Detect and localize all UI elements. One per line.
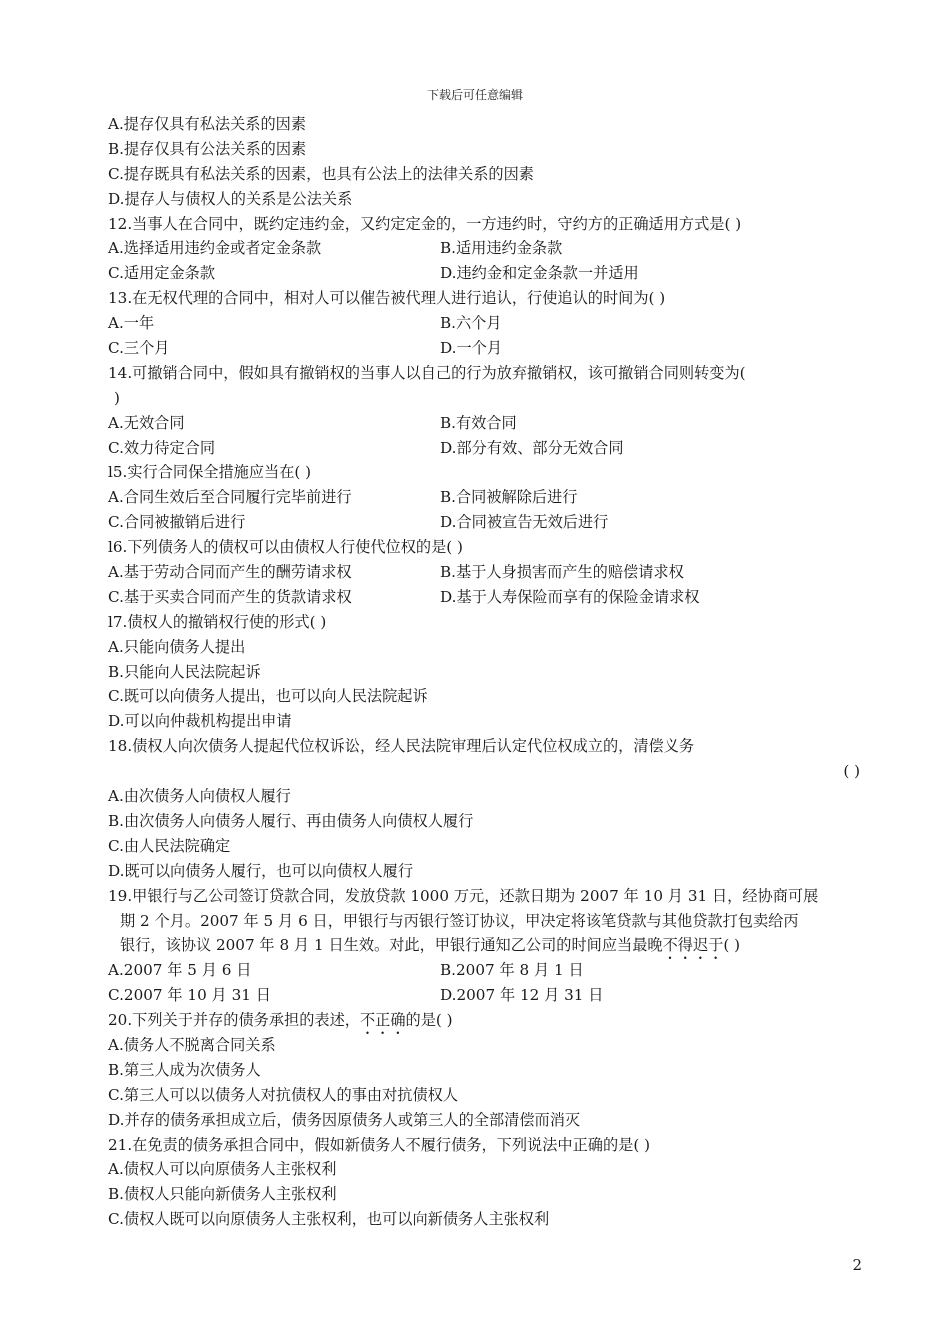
question-19-stem-line-2: 期 2 个月。2007 年 5 月 6 日，甲银行与丙银行签订协议，甲决定将该笔贷款与其他贷款打包卖给丙 [120,911,799,930]
question-12-options-row-1 [108,236,862,261]
question-15-options-row-1 [108,485,862,510]
question-20-stem-text: 20.下列关于并存的债务承担的表述， [108,1011,360,1030]
question-19-answer-paren: ( ) [723,936,741,955]
question-20-stem [108,1008,862,1033]
option-b: B.适用违约金条款 [440,239,563,258]
option-a: A.债权人可以向原债务人主张权利 [108,1160,337,1179]
question-18-stem: 18.债权人向次债务人提起代位权诉讼，经人民法院审理后认定代位权成立的，清偿义务 [108,737,695,756]
option-a: A.基于劳动合同而产生的酬劳请求权 [108,563,352,582]
option-b: B.只能向人民法院起诉 [108,662,261,681]
option-b: B.债权人只能向新债务人主张权利 [108,1185,337,1204]
option-b: B.基于人身损害而产生的赔偿请求权 [440,563,684,582]
option-b: B.2007 年 8 月 1 日 [440,961,584,980]
option-c: C.2007 年 10 月 31 日 [108,986,271,1005]
question-13-options-row-2 [108,336,862,361]
option-a: A.无效合同 [108,413,185,432]
option-a: A.选择适用违约金或者定金条款 [108,239,322,258]
option-c: C.三个月 [108,339,170,358]
question-19-options-row-1 [108,958,862,983]
option-b: B.合同被解除后进行 [440,488,578,507]
option-d: D.部分有效、部分无效合同 [440,438,624,457]
option-a: A.合同生效后至合同履行完毕前进行 [108,488,352,507]
document-body [108,112,862,1232]
question-19-emphasis: 不得迟于 [662,936,724,955]
question-14-stem: 14.可撤销合同中，假如具有撤销权的当事人以自己的行为放弃撤销权，该可撤销合同则转变为( [108,363,746,382]
option-c: C.既可以向债务人提出，也可以向人民法院起诉 [108,687,428,706]
question-12-options-row-2 [108,261,862,286]
question-15-stem: l5.实行合同保全措施应当在( ) [108,463,312,482]
question-13-options-row-1 [108,311,862,336]
question-15-options-row-2 [108,510,862,535]
question-14-stem-continuation: ) [114,388,120,407]
question-18-answer-paren: ( ) [843,762,860,781]
option-b: B.第三人成为次债务人 [108,1060,261,1079]
option-d: D.一个月 [440,339,503,358]
option-d: D.并存的债务承担成立后，债务因原债务人或第三人的全部清偿而消灭 [108,1110,581,1129]
option-d: D.可以向仲裁机构提出申请 [108,712,292,731]
question-20-stem-tail: 的是( ) [405,1011,453,1030]
option-b: B.有效合同 [440,413,517,432]
question-19-stem-line-3 [108,933,862,958]
option-c: C.效力待定合同 [108,438,216,457]
option-d: D.提存人与债权人的关系是公法关系 [108,189,353,208]
page-header: 下载后可任意编辑 [426,88,523,102]
question-16-stem: l6.下列债务人的债权可以由债权人行使代位权的是( ) [108,538,463,557]
option-a: A.一年 [108,314,155,333]
option-c: C.提存既具有私法关系的因素，也具有公法上的法律关系的因素 [108,164,534,183]
question-14-options-row-2 [108,436,862,461]
option-c: C.基于买卖合同而产生的货款请求权 [108,587,352,606]
option-c: C.适用定金条款 [108,264,216,283]
option-c: C.第三人可以以债务人对抗债权人的事由对抗债权人 [108,1085,459,1104]
option-a: A.2007 年 5 月 6 日 [108,961,252,980]
question-16-options-row-1 [108,560,862,585]
question-19-options-row-2 [108,983,862,1008]
option-c: C.由人民法院确定 [108,836,231,855]
question-21-stem: 21.在免责的债务承担合同中，假如新债务人不履行债务，下列说法中正确的是( ) [108,1135,651,1154]
question-13-stem: 13.在无权代理的合同中，相对人可以催告被代理人进行追认，行使追认的时间为( ) [108,289,666,308]
question-16-options-row-2 [108,585,862,610]
question-20-emphasis: 不正确 [359,1011,406,1030]
option-b: B.提存仅具有公法关系的因素 [108,139,307,158]
question-19-stem-line-1: 19.甲银行与乙公司签订贷款合同，发放贷款 1000 万元，还款日期为 2007 年 10 月 31 日，经协商可展 [108,886,819,905]
option-a: A.只能向债务人提出 [108,637,246,656]
option-d: D.违约金和定金条款一并适用 [440,264,639,283]
option-b: B.六个月 [440,314,502,333]
option-a: A.提存仅具有私法关系的因素 [108,115,307,133]
option-d: D.2007 年 12 月 31 日 [440,986,604,1005]
option-c: C.合同被撤销后进行 [108,513,246,532]
option-a: A.由次债务人向债权人履行 [108,787,291,806]
option-b: B.由次债务人向债务人履行、再由债务人向债权人履行 [108,811,474,830]
question-17-stem: l7.债权人的撤销权行使的形式( ) [108,612,327,631]
question-19-stem-text: 银行，该协议 2007 年 8 月 1 日生效。对此，甲银行通知乙公司的时间应当最晚 [120,936,663,955]
question-14-options-row-1 [108,411,862,436]
option-d: D.基于人寿保险而享有的保险金请求权 [440,587,700,606]
page-number: 2 [852,1256,862,1274]
option-a: A.债务人不脱离合同关系 [108,1035,276,1054]
option-d: D.合同被宣告无效后进行 [440,513,609,532]
option-c: C.债权人既可以向原债务人主张权利，也可以向新债务人主张权利 [108,1210,550,1229]
option-d: D.既可以向债务人履行，也可以向债权人履行 [108,861,414,880]
question-12-stem: 12.当事人在合同中，既约定违约金，又约定定金的，一方违约时，守约方的正确适用方式是( ) [108,214,742,233]
